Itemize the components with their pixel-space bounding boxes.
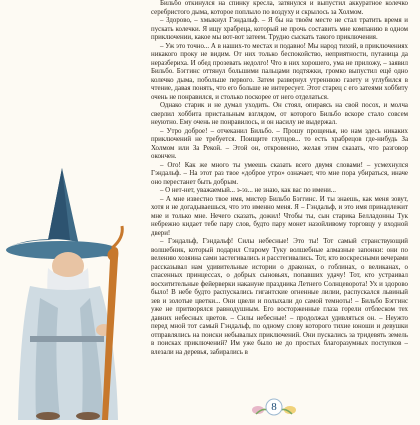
paragraph: Бильбо откинулся на спинку кресла, затянулся и выпустил аккуратное колечко серебристого дыма, которое поплыло по воздуху и скрылось за Холмом. [151,0,408,16]
paragraph: – А мне известно твое имя, мистер Бильбо Бэггинс. И ты знаешь, как меня зовут, хотя и не догадываешься, что это именно меня. Я – Гэндальф, и это имя принадлежит мне и только мне. Нечего сказать, дожил! Чтобы ты, сын старика Белладонны Тук небрежно кидает тебе пару слов, будто пару монет назойливому торговцу у входной двери! [151,195,408,237]
page-text [16,0,408,402]
page-number: 8 [271,401,277,413]
illustration-wrap-space [16,176,151,402]
paragraph: Однако старик и не думал уходить. Он стоял, опираясь на свой посох, и молча сверлил хоббита пристальным взглядом, от которого Бильбо вскоре стало совсем неуютно. Ему очень не понравилось, и он насилу не выдержал. [151,102,408,126]
paragraph: – Ого! Как же много ты умеешь сказать всего двумя словами! – усмехнулся Гэндальф. – На этот раз твое «доброе утро» означает, что мне пора убираться, иначе оно перестанет быть добрым. [151,161,408,186]
page-number-ornament [252,396,296,418]
paragraph: – Здорово, – хмыкнул Гэндальф. – Я бы на твоём месте не стал тратить время и пускать колечки. Я ищу храбреца, который не прочь составить мне компанию в одном приключении, какое мы вот-вот затеем. Трудно сыскать такого приключения. [151,17,408,41]
paragraph: – Утро доброе! – отчеканил Бильбо. – Прошу прощенья, но нам здесь никаких приключений не требуется. Поищите глупцов... то есть храбрецов где-нибудь За Холмом или За Рекой. – Этой он, откровенно, желая этим сказать, что разговор окончен. [151,127,408,160]
paragraph: – О нет-нет, уважаемый... э-эз... не знаю, как вас по имени... [160,187,336,194]
paragraph: – Уж это точно... А в наших-то местах и подавно! Мы народ тихий, в приключениях никакого проку не видим. От них только беспокойство, неприятности, путаница да неразбериха. И обед прозевать недолго! Что в них хорошего, ума не приложу, – заявил Бильбо. Бэггинс оттянул большими пальцами подтяжки, громко выпустил ещё одно колечко дыма, побольше первого. Затем развернул утреннюю газету и углубился в чтение, давая понять, что его больше не интересует. Этот старец с его затеями хоббиту очень не понравился, и столько поскорее от него отделаться. [151,42,408,101]
paragraph: – Гэндальф, Гэндальф! Силы небесные! Это ты! Тот самый странствующий волшебник, который подарил Старому Туку волшебные алмазные запонки: они по велению хозяина сами застегивались и расстегивались. Тот, кто воскресными вечерами рассказывал нам удивительные истории о драконах, о гоблинах, о великанах, о спасенных принцессах, о добрых сыновьях, попавших удачу! Тот, кто устраивал восхитительные фейерверки накануне праздника Летнего Солнцеворота! Ух и здорово было! В небе будто распускались гигантские огненные лилии, распускался львиный зев и золотые цветки... Они цвели и полыхали до самой темноты! – Бильбо Бэггинс уже не притворялся равнодушным. Его восторженные глаза горели отблеском тех давних небесных цветов. – Силы небесные! – продолжал удивляться он. – Неужто перед мной тот самый Гэндальф, по одному слову которого тихие юноши и девушки отправлялись на поиски небывалых приключений. Они пускались за тридевять земель в поисках приключений? Им уже было не до простых благоразумных поступков – влезали на деревья, забирались в [151,238,408,356]
